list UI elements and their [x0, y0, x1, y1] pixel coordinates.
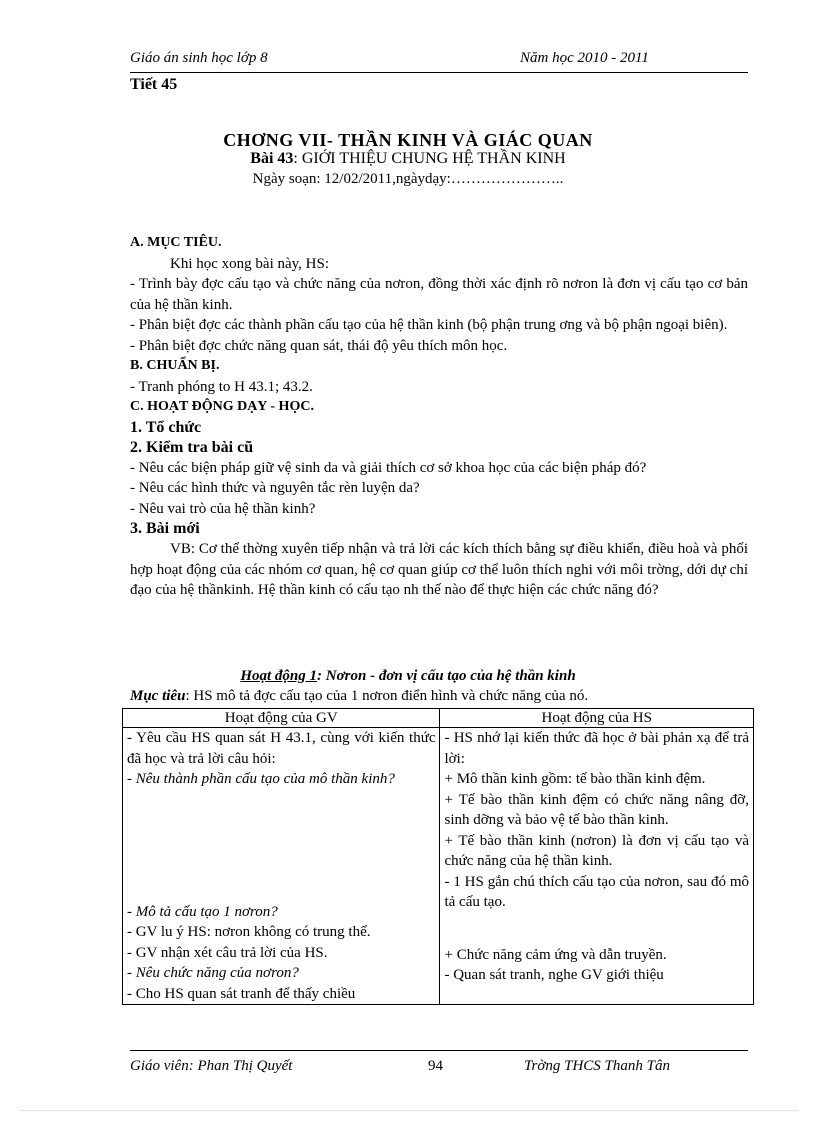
page-footer	[130, 1058, 748, 1078]
preparation-item: - Tranh phóng to H 43.1; 43.2.	[130, 378, 313, 395]
review-question: - Nêu các biện pháp giữ vệ sinh da và giải thích cơ sở khoa học của các biện pháp đó?	[130, 459, 647, 476]
column-header-student: Hoạt động của HS	[440, 709, 754, 728]
footer-school: Trờng THCS Thanh Tân	[524, 1058, 670, 1074]
footer-divider	[130, 1050, 748, 1051]
section-a-intro: Khi học xong bài này, HS:	[170, 255, 330, 272]
header-divider	[130, 72, 748, 73]
teacher-step: - Cho HS quan sát tranh để thấy chiều	[127, 985, 356, 1002]
section-a-title: A. MỤC TIÊU.	[130, 235, 222, 250]
step-old-lesson-check: 2. Kiểm tra bài cũ	[130, 438, 254, 456]
activity-title	[0, 668, 816, 685]
review-question: - Nêu vai trò của hệ thần kinh?	[130, 500, 316, 517]
footer-teacher: Giáo viên: Phan Thị Quyết	[130, 1058, 293, 1074]
teacher-question: - Nêu chức năng của nơron?	[127, 965, 299, 981]
step-new-lesson: 3. Bài mới	[130, 520, 200, 537]
new-lesson-intro: VB: Cơ thể thờng xuyên tiếp nhận và trả lời các kích thích bằng sự điều khiển, điều hoà và phối hợp hoạt động của các nhóm cơ quan, hệ cơ quan giúp cơ thể luôn thích nghi với môi trờng, dới dự chỉ đạo của hệ thầnkinh. Hệ thần kinh có cấu tạo nh thế nào để thực hiện các chức năng đó?	[130, 541, 748, 598]
chapter-title: CHƠNG VII- THẦN KINH VÀ GIÁC QUAN	[223, 130, 593, 150]
objective-item: - Phân biệt đợc chức năng quan sát, thái độ yêu thích môn học.	[130, 337, 508, 354]
spacer	[127, 806, 435, 822]
lesson-title-prefix: Bài 43	[250, 150, 294, 167]
spacer	[127, 854, 435, 870]
spacer	[444, 929, 749, 945]
objective-item: - Phân biệt đợc các thành phần cấu tạo của hệ thần kinh (bộ phận trung ơng và bộ phận ngoại biên).	[130, 317, 728, 333]
activity-title-prefix: Hoạt động 1	[240, 668, 318, 684]
activity-title-rest: : Nơron - đơn vị cấu tạo của hệ thần kinh	[317, 668, 576, 684]
student-step: + Chức năng cảm ứng và dẫn truyền.	[444, 946, 667, 963]
section-b-title: B. CHUẨN BỊ.	[130, 358, 220, 373]
table-row	[123, 728, 754, 1005]
teacher-activities	[123, 728, 440, 1005]
student-step: + Mô thần kinh gồm: tế bào thần kinh đệm.	[444, 771, 706, 787]
review-question: - Nêu các hình thức và nguyên tắc rèn luyện da?	[130, 480, 420, 496]
page-number: 94	[428, 1058, 443, 1074]
header-school-year: Năm học 2010 - 2011	[520, 50, 649, 66]
table-header-row	[123, 709, 754, 728]
student-step: - HS nhớ lại kiến thức đã học ở bài phản xạ để trả lời:	[444, 730, 749, 767]
student-step: + Tế bào thần kinh (nơron) là đơn vị cấu tạo và chức năng của hệ thần kinh.	[444, 832, 749, 869]
teacher-step: - GV lu ý HS: nơron không có trung thể.	[127, 924, 371, 940]
step-organization: 1. Tổ chức	[130, 418, 202, 436]
student-step: + Tế bào thần kinh đệm có chức năng nâng đỡ, sinh dỡng và bảo vệ tế bào thần kinh.	[444, 791, 749, 828]
activity-goal-label: Mục tiêu	[130, 688, 186, 704]
preparation-dates: Ngày soạn: 12/02/2011,ngàydạy:…………………..	[252, 171, 564, 187]
student-step: - Quan sát tranh, nghe GV giới thiệu	[444, 967, 664, 983]
activity-table	[122, 708, 754, 1005]
spacer	[127, 870, 435, 886]
page-edge	[20, 1110, 796, 1111]
objective-item: - Trình bày đợc cấu tạo và chức năng của nơron, đồng thời xác định rõ nơron là đơn vị cấu tạo cơ bản của hệ thần kinh.	[130, 276, 748, 313]
teacher-step: - GV nhận xét câu trả lời của HS.	[127, 944, 328, 961]
spacer	[127, 838, 435, 854]
student-activities	[440, 728, 754, 1005]
lesson-body	[130, 233, 748, 601]
spacer	[444, 913, 749, 929]
section-c-title: C. HOẠT ĐỘNG DẠY - HỌC.	[130, 399, 314, 414]
spacer	[127, 886, 435, 902]
header-subject: Giáo án sinh học lớp 8	[130, 50, 268, 66]
spacer	[127, 790, 435, 806]
teacher-question: - Mô tả cấu tạo 1 nơron?	[127, 903, 278, 920]
teacher-step: - Yêu cầu HS quan sát H 43.1, cùng với kiến thức đã học và trả lời câu hỏi:	[127, 730, 436, 767]
lesson-title-text: : GIỚI THIỆU CHUNG HỆ THẦN KINH	[293, 150, 566, 167]
column-header-teacher: Hoạt động của GV	[123, 709, 440, 728]
activity-goal	[130, 688, 770, 705]
activity-goal-text: : HS mô tả đợc cấu tạo của 1 nơron điển hình và chức năng của nó.	[185, 688, 589, 704]
lesson-title	[0, 150, 816, 168]
page-header	[130, 48, 748, 72]
lesson-number: Tiết 45	[130, 76, 178, 93]
teacher-question: - Nêu thành phần cấu tạo của mô thần kinh?	[127, 771, 395, 787]
student-step: - 1 HS gắn chú thích cấu tạo của nơron, sau đó mô tả cấu tạo.	[444, 873, 749, 910]
spacer	[127, 822, 435, 838]
